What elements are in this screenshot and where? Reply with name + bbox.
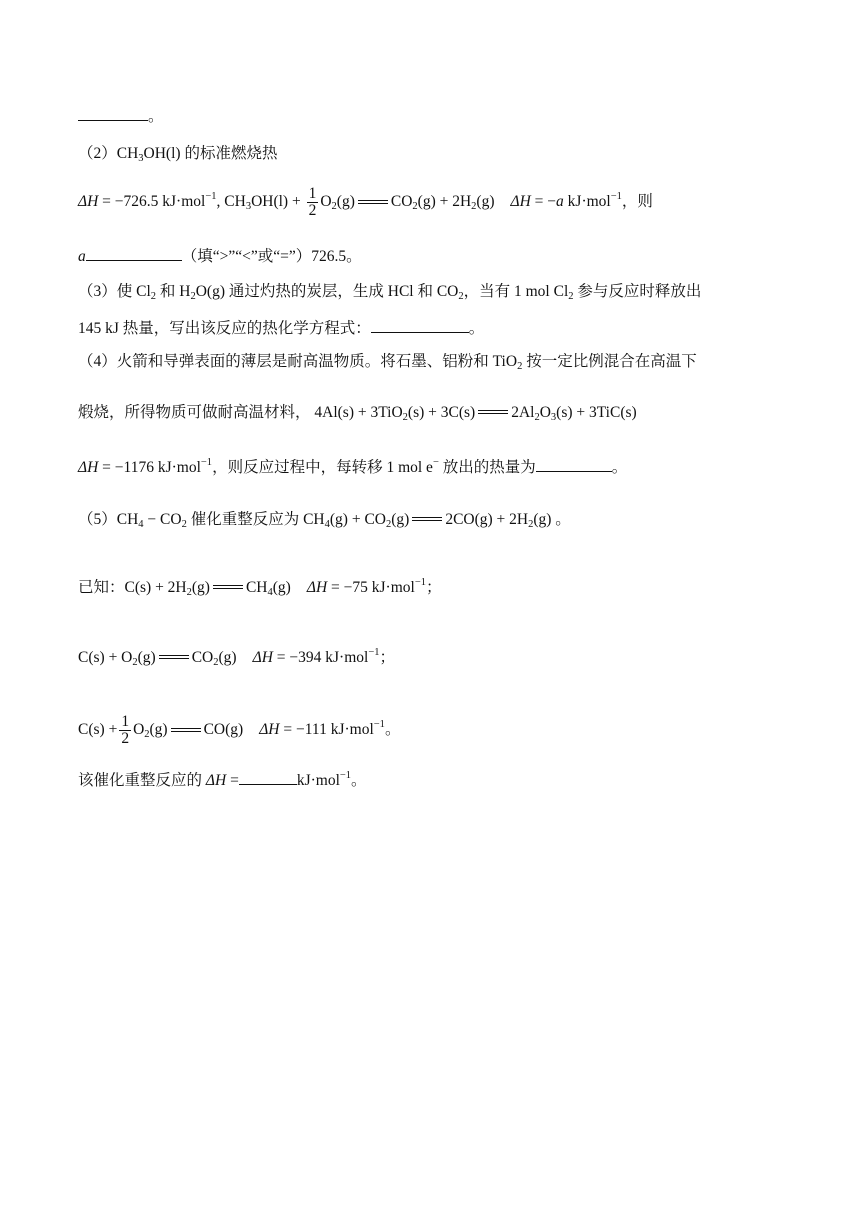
equal-sign-icon (211, 578, 245, 598)
question-4-text: （4）火箭和导弹表面的薄层是耐高温物质。将石墨、铝粉和 TiO$_2$ 按一定比例混合在高温下 (78, 353, 697, 372)
answer-blank[interactable] (536, 457, 612, 472)
equal-sign-icon (410, 510, 444, 530)
known-equation-1: 已知：$C(s) + 2H_2(g)$ $CH_4(g) \Delta H = -75$ kJ·mol$^{-1}$； (78, 577, 442, 598)
equal-sign-icon (169, 721, 203, 741)
answer-blank[interactable] (86, 246, 182, 261)
question-4-equation: 煅烧，所得物质可做耐高温材料， 4Al(s) + 3TiO$_2$(s) + 3C(s) $2Al_2O_3(s) + 3TiC(s)$ (78, 404, 637, 423)
question-3-prompt: 145 kJ 热量，写出该反应的热化学方程式： 。 (78, 320, 485, 337)
question-4-prompt: ΔH = −1176 kJ·mol$^{-1}$，则反应过程中，每转移 1 mol e− 放出的热量为 。 (78, 457, 628, 476)
answer-blank[interactable] (78, 106, 148, 121)
question-5-text: $(5)CH_4 - CO_2$ 催化重整反应为 $CH_4(g) + CO_2(g) 2CO(g) + 2H_2(g)$ 。 (78, 511, 571, 530)
equal-sign-icon (476, 403, 510, 423)
answer-blank[interactable] (371, 318, 469, 333)
fraction-one-half: $\frac{1}{2}$ (121, 713, 130, 747)
answer-line-q1-end: 。 (78, 106, 164, 127)
question-2-compare: a （填“>”“<”或“=”）726.5。 (78, 248, 362, 265)
question-2-title: $(2)CH_3OH(l)$ 的标准燃烧热 (78, 145, 278, 164)
question-2-equation: ΔH = −726.5 kJ·mol$^{-1}$, $CH_3OH(l)$ + $\frac{1}{2}$ $O_2(g) CO_2(g) + 2H_2(g) \Delta H = -a$ kJ·mol$^{-1}$，则 (78, 185, 653, 219)
question-5-prompt: 该催化重整反应的 ΔH = kJ·mol$^{-1}$。 (78, 770, 367, 789)
answer-blank[interactable] (239, 770, 297, 785)
equal-sign-icon (157, 648, 191, 668)
known-equation-2: $C(s) + O_2(g)$ $CO_2(g) \Delta H = -394$ kJ·mol$^{-1}$； (78, 647, 395, 668)
known-equation-3: C(s) + $\frac{1}{2}$ $O_2(g)$ CO(g) ΔH = −111 kJ·mol$^{-1}$。 (78, 713, 401, 747)
question-3-text: （3）使 $Cl_2$ 和 $H_2O(g)$ 通过灼热的炭层，生成 HCl 和 $CO_2$，当有 1 mol $Cl_2$ 参与反应时释放出 (78, 283, 702, 302)
equal-sign-icon (356, 193, 390, 213)
fraction-one-half: $\frac{1}{2}$ (308, 185, 317, 219)
